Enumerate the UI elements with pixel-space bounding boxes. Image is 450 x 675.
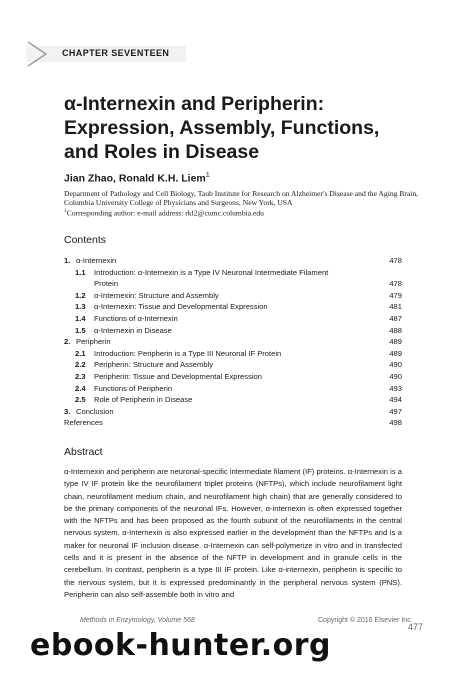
toc-entry[interactable] (64, 313, 402, 325)
toc-entry[interactable] (64, 267, 402, 279)
page-number: 477 (408, 622, 424, 632)
toc-entry[interactable] (64, 278, 402, 290)
affiliation: Department of Pathology and Cell Biology, Taub Institute for Research on Alzheimer's Disease and the Aging Brain, Columbia University College of Physicians and Surgeons, New York, USA (64, 189, 419, 207)
toc-entry-page: 478 (389, 279, 402, 289)
toc-entry[interactable] (64, 301, 402, 313)
toc-entry-title: Introduction: Peripherin is a Type III Neuronal IF Protein (94, 348, 282, 358)
toc-entry-number: 2.4 (75, 383, 86, 393)
corresponding-mark: 1 (64, 208, 67, 214)
toc-entry-title: Introduction: α-Internexin is a Type IV Neuronal Intermediate Filament (94, 267, 329, 277)
toc-entry-number: 2.1 (75, 348, 86, 358)
abstract-text: α-Internexin and peripherin are neuronal-specific intermediate filament (IF) proteins. α-Internexin is a type IV IF protein like the neurofilament triplet proteins (NFTPs), which include neurofilament light chain, neurofilament medium chain, and neurofilament high chain) that are generally considered to be the primary components of the neuronal IFs. However, α-internexin is often expressed together with the NFTPs and has been proposed as the fourth subunit of the neurofilaments in the central nervous system. α-Internexin is also expressed earlier in the development than the NFTPs and is a maker for neuronal IF inclusion disease. α-Internexin can self-polymerize in vitro and in transfected cells and it is present in the absence of the NFTP in development and in granule cells in the cerebellum. In contrast, peripherin is a type III IF protein. Like α-internexin, peripherin is specific to the nervous system, but it is expressed predominantly in the peripheral nervous system (PNS). Peripherin can also self-assemble both in vitro and (64, 467, 402, 599)
toc-entry[interactable] (64, 348, 402, 360)
toc-entry[interactable] (64, 417, 402, 429)
toc-entry[interactable] (64, 325, 402, 337)
toc-entry-number: 2.3 (75, 371, 86, 381)
toc-entry-number: 1.5 (75, 325, 86, 335)
toc-entry-page: 498 (389, 418, 402, 428)
toc-entry-title: α-Internexin (76, 256, 117, 265)
authors (64, 172, 210, 185)
toc-entry-number: 2.5 (75, 395, 86, 405)
toc-entry[interactable] (64, 406, 402, 418)
toc-entry-page: 493 (389, 383, 402, 393)
abstract-heading: Abstract (64, 446, 103, 458)
toc-entry-page: 481 (389, 302, 402, 312)
title-line-2: Expression, Assembly, Functions, (64, 117, 380, 139)
toc-entry-page: 479 (389, 290, 402, 300)
footer-copyright: Copyright © 2016 Elsevier Inc. (318, 617, 413, 624)
title-line-1: α-Internexin and Peripherin: (64, 93, 325, 115)
toc-entry[interactable] (64, 371, 402, 383)
toc-entry-number: 2.2 (75, 360, 86, 370)
toc-entry-title: Role of Peripherin in Disease (94, 395, 193, 405)
watermark: ebook-hunter.org (30, 628, 331, 663)
chapter-title (64, 92, 424, 164)
toc-entry-number: 1.3 (75, 302, 86, 312)
toc-entry-page: 489 (389, 337, 402, 347)
toc-entry-number: 1.1 (75, 267, 86, 277)
chapter-label: CHAPTER SEVENTEEN (62, 48, 170, 58)
toc-entry-title: Functions of Peripherin (94, 383, 173, 393)
toc-entry-title: α-Internexin in Disease (94, 325, 172, 335)
toc-entry[interactable] (64, 394, 402, 406)
toc-entry-number: 1. (64, 256, 71, 265)
corresponding-author: Corresponding author: e-mail address: rkl2@cumc.columbia.edu (66, 208, 264, 218)
toc-entry[interactable] (64, 255, 402, 267)
toc-entry-title: Conclusion (76, 406, 114, 416)
contents-heading: Contents (64, 234, 107, 246)
toc-entry-page: 489 (389, 348, 402, 358)
toc-entry-number: 1.2 (75, 290, 86, 300)
footer-journal: Methods in Enzymology, Volume 568 (80, 617, 195, 624)
chevron-right-icon (26, 40, 54, 68)
author-names: Jian Zhao, Ronald K.H. Liem (64, 172, 206, 185)
toc-entry[interactable] (64, 383, 402, 395)
toc-entry-number: 2. (64, 337, 71, 347)
toc-entry[interactable] (64, 336, 402, 348)
table-of-contents (64, 255, 402, 429)
toc-entry-title: Protein (94, 279, 119, 289)
toc-entry-title: Peripherin: Structure and Assembly (94, 360, 214, 370)
toc-entry[interactable] (64, 359, 402, 371)
toc-entry-title: References (64, 418, 103, 428)
toc-entry[interactable] (64, 290, 402, 302)
toc-entry-title: Peripherin: Tissue and Developmental Expression (94, 371, 262, 381)
toc-entry-number: 3. (64, 406, 71, 416)
toc-entry-page: 487 (389, 313, 402, 323)
toc-entry-page: 497 (389, 406, 402, 416)
toc-entry-page: 478 (389, 256, 402, 265)
toc-entry-page: 494 (389, 395, 402, 405)
toc-entry-page: 490 (389, 371, 402, 381)
toc-entry-number: 1.4 (75, 313, 86, 323)
affiliation-block (64, 189, 424, 218)
toc-entry-page: 490 (389, 360, 402, 370)
author-footnote-mark: 1 (205, 172, 210, 179)
title-line-3: and Roles in Disease (64, 141, 260, 163)
toc-entry-page: 488 (389, 325, 402, 335)
toc-entry-title: Functions of α-Internexin (94, 313, 178, 323)
toc-entry-title: α-Internexin: Tissue and Developmental Expression (94, 302, 268, 312)
toc-entry-title: Peripherin (76, 337, 111, 347)
toc-entry-title: α-Internexin: Structure and Assembly (94, 290, 219, 300)
